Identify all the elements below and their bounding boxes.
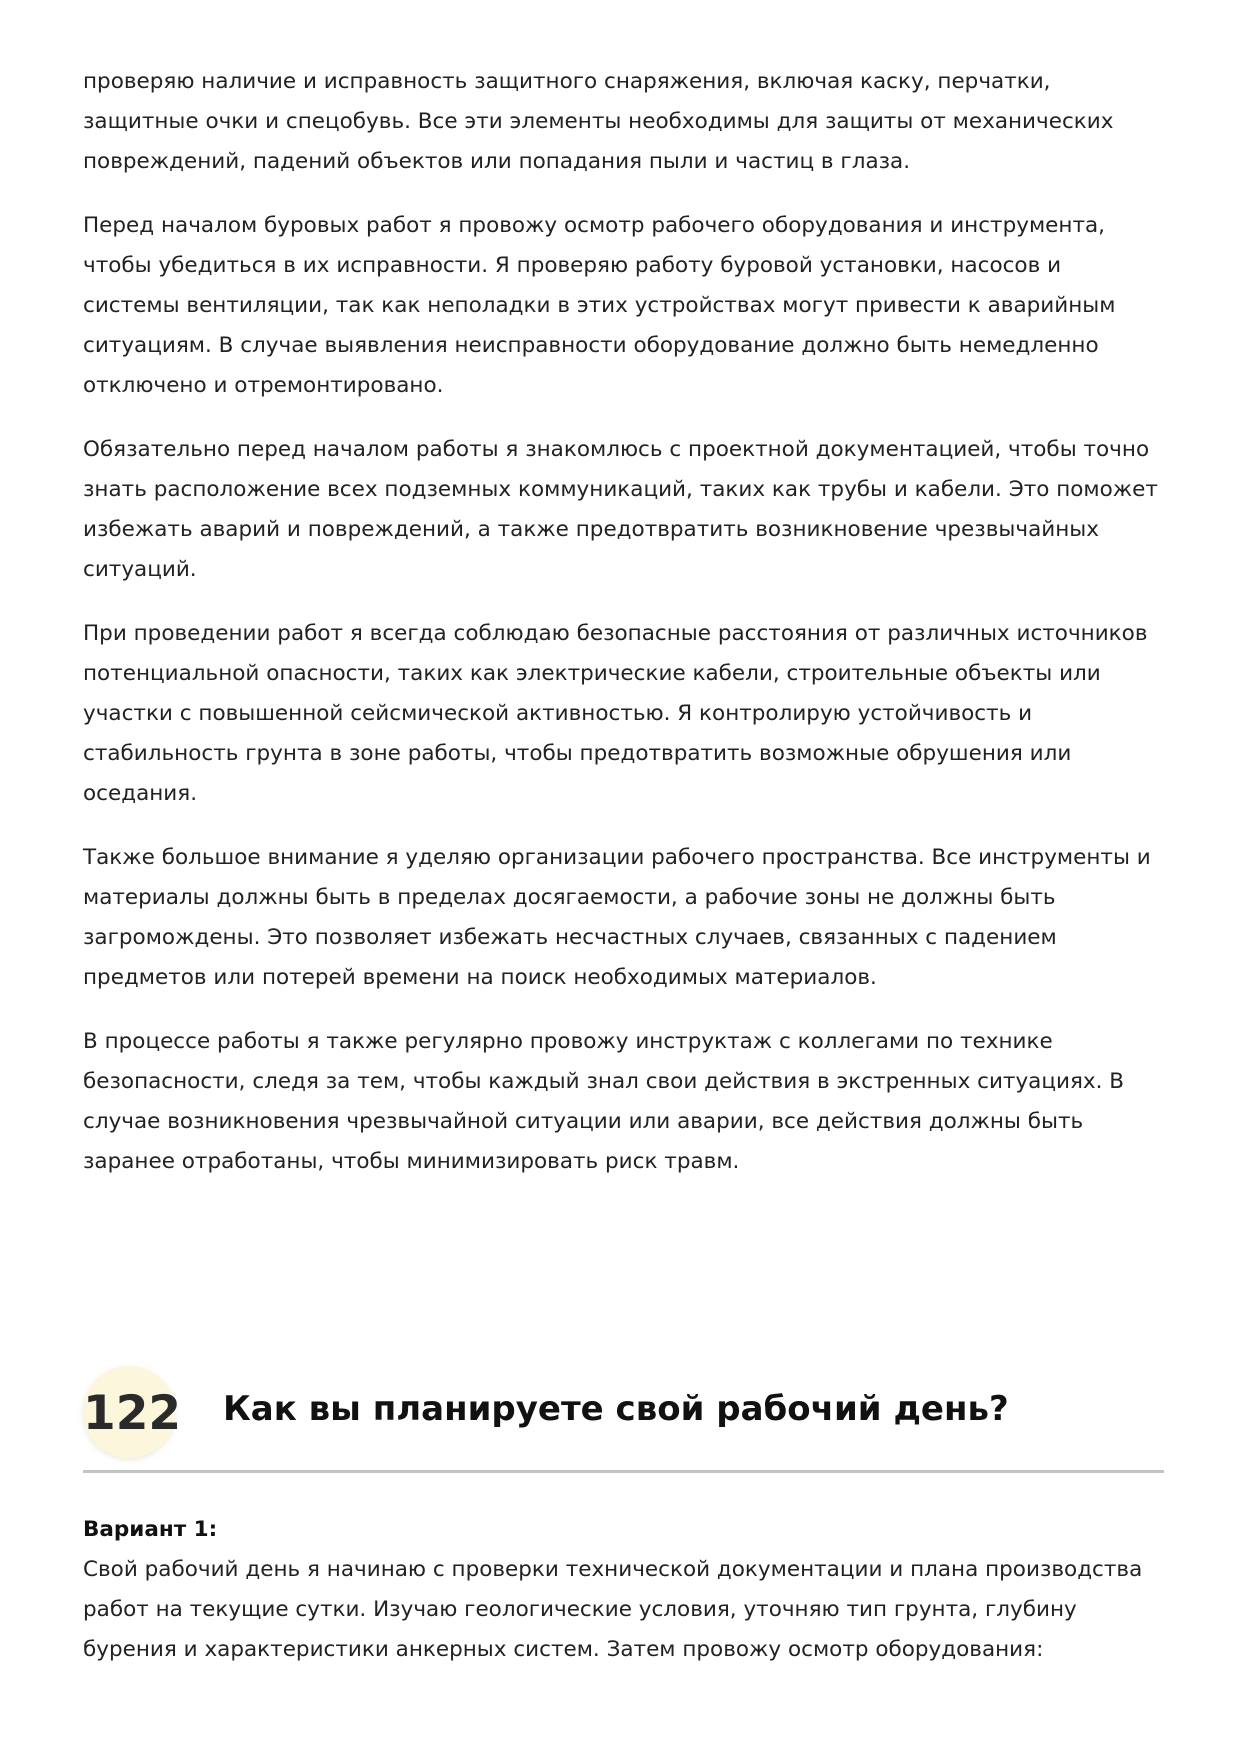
paragraph-workspace: Также большое внимание я уделяю организации рабочего пространства. Все инструменты и материалы должны быть в пределах досягаемости, а рабочие зоны не должны быть загромождены. Это позволяет избежать несчастных случаев, связанных с падением предметов или потерей времени на поиск необходимых материалов. [83, 845, 1151, 990]
variant-text: Свой рабочий день я начинаю с проверки технической документации и плана производства работ на текущие сутки. Изучаю геологические условия, уточняю тип грунта, глубину бурения и характеристики анкерных систем. Затем провожу осмотр оборудования: [83, 1557, 1143, 1662]
paragraph-briefing: В процессе работы я также регулярно провожу инструктаж с коллегами по технике безопасности, следя за тем, чтобы каждый знал свои действия в экстренных ситуациях. В случае возникновения чрезвычайной ситуации или аварии, все действия должны быть заранее отработаны, чтобы минимизировать риск травм. [83, 1029, 1125, 1174]
paragraph-safety-gear: проверяю наличие и исправность защитного снаряжения, включая каску, перчатки, защитные очки и спецобувь. Все эти элементы необходимы для защиты от механических повреждений, падений объектов или попадания пыли и частиц в глаза. [83, 69, 1114, 174]
question-title: Как вы планируете свой рабочий день? [223, 1389, 1009, 1429]
paragraph-equipment-check: Перед началом буровых работ я провожу осмотр рабочего оборудования и инструмента, чтобы убедиться в их исправности. Я проверяю работу буровой установки, насосов и системы вентиляции, так как неполадки в этих устройствах могут привести к аварийным ситуациям. В случае выявления неисправности оборудование должно быть немедленно отключено и отремонтировано. [83, 213, 1116, 398]
answer-body [83, 62, 1163, 1206]
question-number: 122 [83, 1386, 182, 1441]
answer-variant [83, 1510, 1163, 1670]
variant-label: Вариант 1: [83, 1517, 218, 1542]
paragraph-safe-distances: При проведении работ я всегда соблюдаю безопасные расстояния от различных источников потенциальной опасности, таких как электрические кабели, строительные объекты или участки с повышенной сейсмической активностью. Я контролирую устойчивость и стабильность грунта в зоне работы, чтобы предотвратить возможные обрушения или оседания. [83, 621, 1148, 806]
question-header [83, 1366, 1164, 1473]
paragraph-documentation: Обязательно перед началом работы я знакомлюсь с проектной документацией, чтобы точно знать расположение всех подземных коммуникаций, таких как трубы и кабели. Это поможет избежать аварий и повреждений, а также предотвратить возникновение чрезвычайных ситуаций. [83, 437, 1158, 582]
